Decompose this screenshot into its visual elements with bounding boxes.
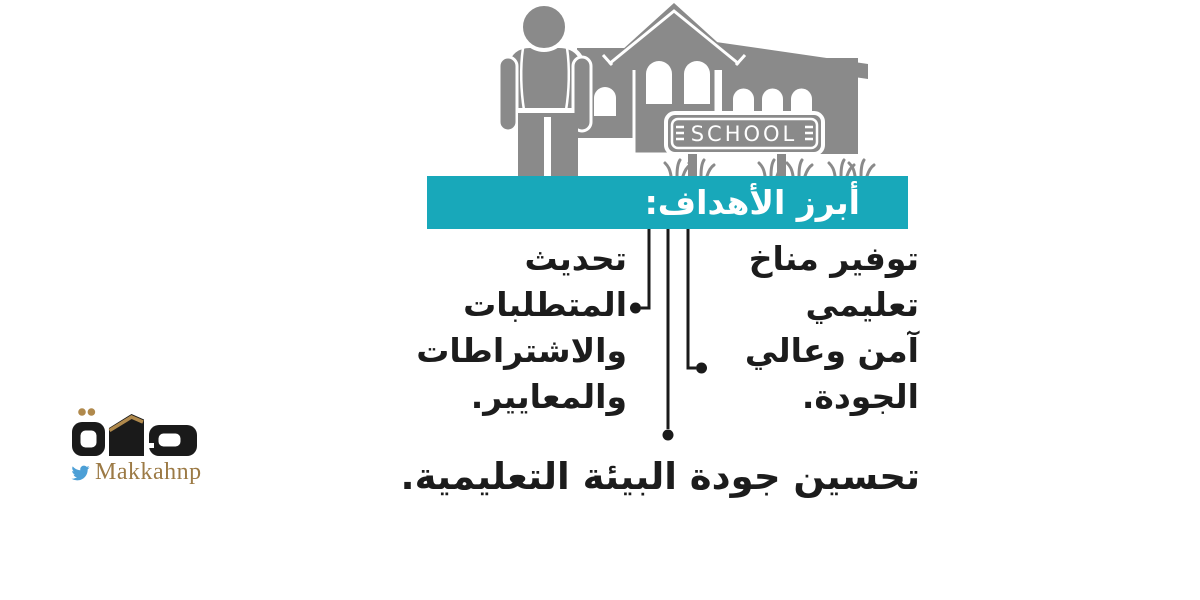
letter-meem-hole	[159, 434, 181, 447]
goals-banner	[427, 176, 908, 229]
logo-dot	[78, 408, 86, 416]
connector-right	[688, 228, 696, 368]
goal-line: تحديث	[524, 239, 627, 278]
connector-left-dot	[630, 303, 641, 314]
letter-ta-hole	[81, 431, 97, 448]
right-wing-arch	[762, 89, 783, 114]
goal-line: تعليمي	[805, 285, 919, 324]
makkah-logo	[68, 400, 218, 488]
makkah-calligraphy	[68, 400, 208, 458]
tower-window	[684, 61, 710, 104]
connector-left	[641, 228, 649, 308]
letter-meem-notch	[149, 443, 154, 448]
right-wing-arch	[791, 89, 812, 114]
student-arm	[499, 57, 517, 131]
right-wing-arch	[733, 89, 754, 114]
goal-line: آمن وعالي	[744, 331, 919, 370]
banner-title: أبرز الأهداف:	[644, 183, 860, 222]
student-head	[521, 4, 567, 50]
goal-line: المتطلبات	[463, 285, 627, 324]
twitter-handle-text: Makkahnp	[95, 459, 202, 485]
school-illustration	[480, 0, 910, 178]
goal-line: الجودة.	[801, 377, 919, 416]
connector-right-dot	[696, 363, 707, 374]
gable-roof	[600, 3, 748, 70]
logo-dot	[88, 408, 96, 416]
twitter-icon	[70, 464, 91, 482]
student-figure	[499, 4, 591, 177]
legs-gap	[544, 117, 551, 177]
tower-window	[646, 61, 672, 104]
goal-safe-climate	[745, 236, 919, 420]
goal-line: توفير مناخ	[748, 239, 919, 278]
goal-line: والاشتراطات	[416, 331, 627, 370]
left-wing-window	[594, 87, 616, 116]
goal-line: والمعايير.	[470, 377, 627, 416]
school-building	[577, 3, 874, 177]
goal-update-requirements	[416, 236, 627, 420]
connector-bottom-dot	[663, 430, 674, 441]
goal-improve-environment: تحسين جودة البيئة التعليمية.	[400, 455, 920, 498]
twitter-handle	[70, 459, 202, 486]
sign-label: SCHOOL	[690, 122, 798, 146]
